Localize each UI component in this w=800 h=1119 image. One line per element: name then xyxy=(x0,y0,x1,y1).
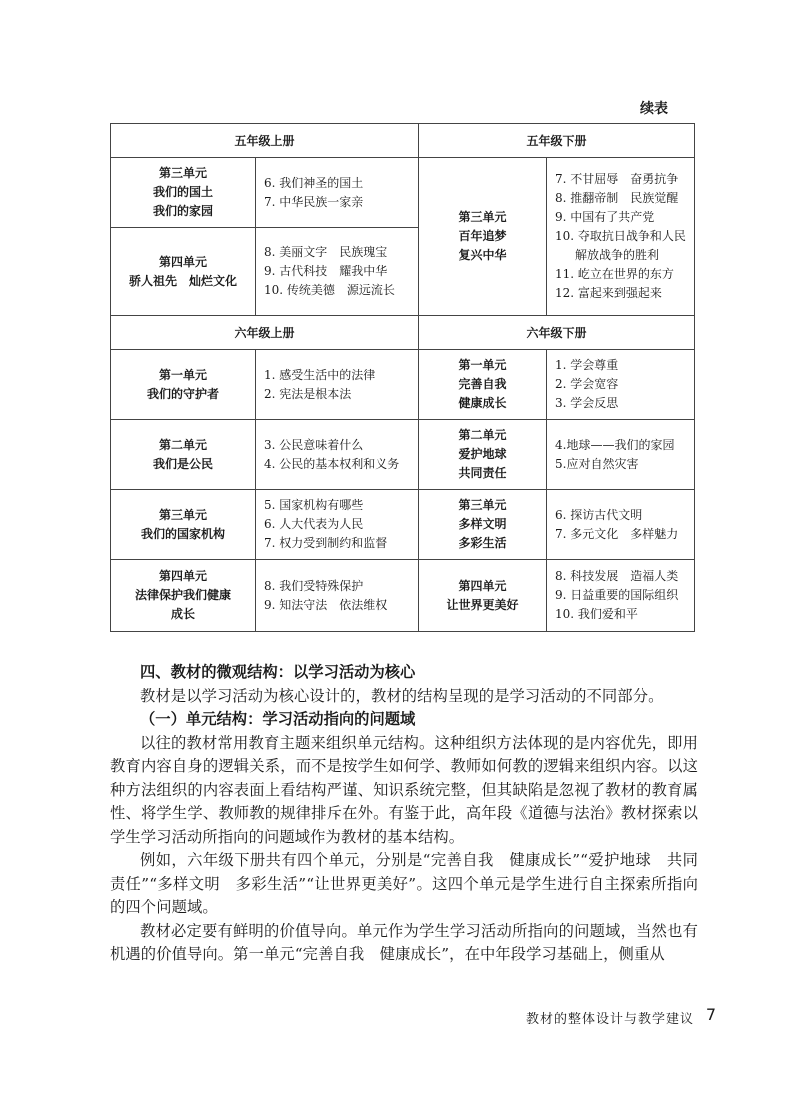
lesson-list: 7. 不甘屈辱 奋勇抗争 8. 推翻帝制 民族觉醒 9. 中国有了共产党 10. 夺取抗日战争和人民 解放战争的胜利 11. 屹立在世界的东方 12. 富起来到强起来 xyxy=(547,158,695,316)
continued-label: 续表 xyxy=(640,101,668,117)
unit-cell: 第三单元 百年追梦 复兴中华 xyxy=(419,158,547,316)
paragraph: 教材必定要有鲜明的价值导向。单元作为学生学习活动所指向的问题域，当然也有机遇的价值导向。第一单元“完善自我 健康成长”，在中年段学习基础上，侧重从 xyxy=(110,921,698,963)
unit-cell: 第一单元 我们的守护者 xyxy=(111,350,256,420)
lesson-list: 3. 公民意味着什么 4. 公民的基本权利和义务 xyxy=(256,420,419,490)
unit-cell: 第一单元 完善自我 健康成长 xyxy=(419,350,547,420)
grade-header-6a: 六年级上册 xyxy=(111,316,419,350)
unit-cell: 第三单元 我们的国家机构 xyxy=(111,490,256,560)
body-text xyxy=(110,661,698,967)
unit-cell: 第三单元 我们的国土 我们的家园 xyxy=(111,158,256,228)
paragraph: 例如，六年级下册共有四个单元，分别是“完善自我 健康成长”“爱护地球 共同责任”“多样文明 多彩生活”“让世界更美好”。这四个单元是学生进行自主探索所指向的四个问题域。 xyxy=(110,851,698,916)
lesson-list: 6. 探访古代文明 7. 多元文化 多样魅力 xyxy=(547,490,695,560)
lesson-list: 8. 我们受特殊保护 9. 知法守法 依法维权 xyxy=(256,560,419,632)
section-heading: 四、教材的微观结构：以学习活动为核心 xyxy=(140,663,416,681)
unit-cell: 第四单元 让世界更美好 xyxy=(419,560,547,632)
lesson-list: 5. 国家机构有哪些 6. 人大代表为人民 7. 权力受到制约和监督 xyxy=(256,490,419,560)
lesson-list: 8. 美丽文字 民族瑰宝 9. 古代科技 耀我中华 10. 传统美德 源远流长 xyxy=(256,228,419,316)
unit-cell: 第二单元 爱护地球 共同责任 xyxy=(419,420,547,490)
unit-cell: 第二单元 我们是公民 xyxy=(111,420,256,490)
unit-cell: 第四单元 骄人祖先 灿烂文化 xyxy=(111,228,256,316)
unit-table xyxy=(110,123,695,632)
paragraph: 教材是以学习活动为核心设计的，教材的结构呈现的是学习活动的不同部分。 xyxy=(140,686,664,705)
lesson-list: 1. 感受生活中的法律 2. 宪法是根本法 xyxy=(256,350,419,420)
grade-header-5a: 五年级上册 xyxy=(111,124,419,158)
running-footer: 教材的整体设计与教学建议 xyxy=(525,1012,694,1027)
lesson-list: 4.地球——我们的家园 5.应对自然灾害 xyxy=(547,420,695,490)
lesson-list: 1. 学会尊重 2. 学会宽容 3. 学会反思 xyxy=(547,350,695,420)
unit-cell: 第三单元 多样文明 多彩生活 xyxy=(419,490,547,560)
lesson-list: 6. 我们神圣的国土 7. 中华民族一家亲 xyxy=(256,158,419,228)
grade-header-5b: 五年级下册 xyxy=(419,124,695,158)
lesson-list: 8. 科技发展 造福人类 9. 日益重要的国际组织 10. 我们爱和平 xyxy=(547,560,695,632)
unit-cell: 第四单元 法律保护我们健康 成长 xyxy=(111,560,256,632)
grade-header-6b: 六年级下册 xyxy=(419,316,695,350)
paragraph: 以往的教材常用教育主题来组织单元结构。这种组织方法体现的是内容优先，即用教育内容自身的逻辑关系，而不是按学生如何学、教师如何教的逻辑来组织内容。以这种方法组织的内容表面上看结构严谨、知识系统完整，但其缺陷是忽视了教材的教育属性、将学生学、教师教的规律排斥在外。有鉴于此，高年段《道德与法治》教材探索以学生学习活动所指向的问题域作为教材的基本结构。 xyxy=(110,733,698,846)
subsection-heading: （一）单元结构：学习活动指向的问题域 xyxy=(140,710,416,728)
page-number: 7 xyxy=(705,1005,716,1024)
